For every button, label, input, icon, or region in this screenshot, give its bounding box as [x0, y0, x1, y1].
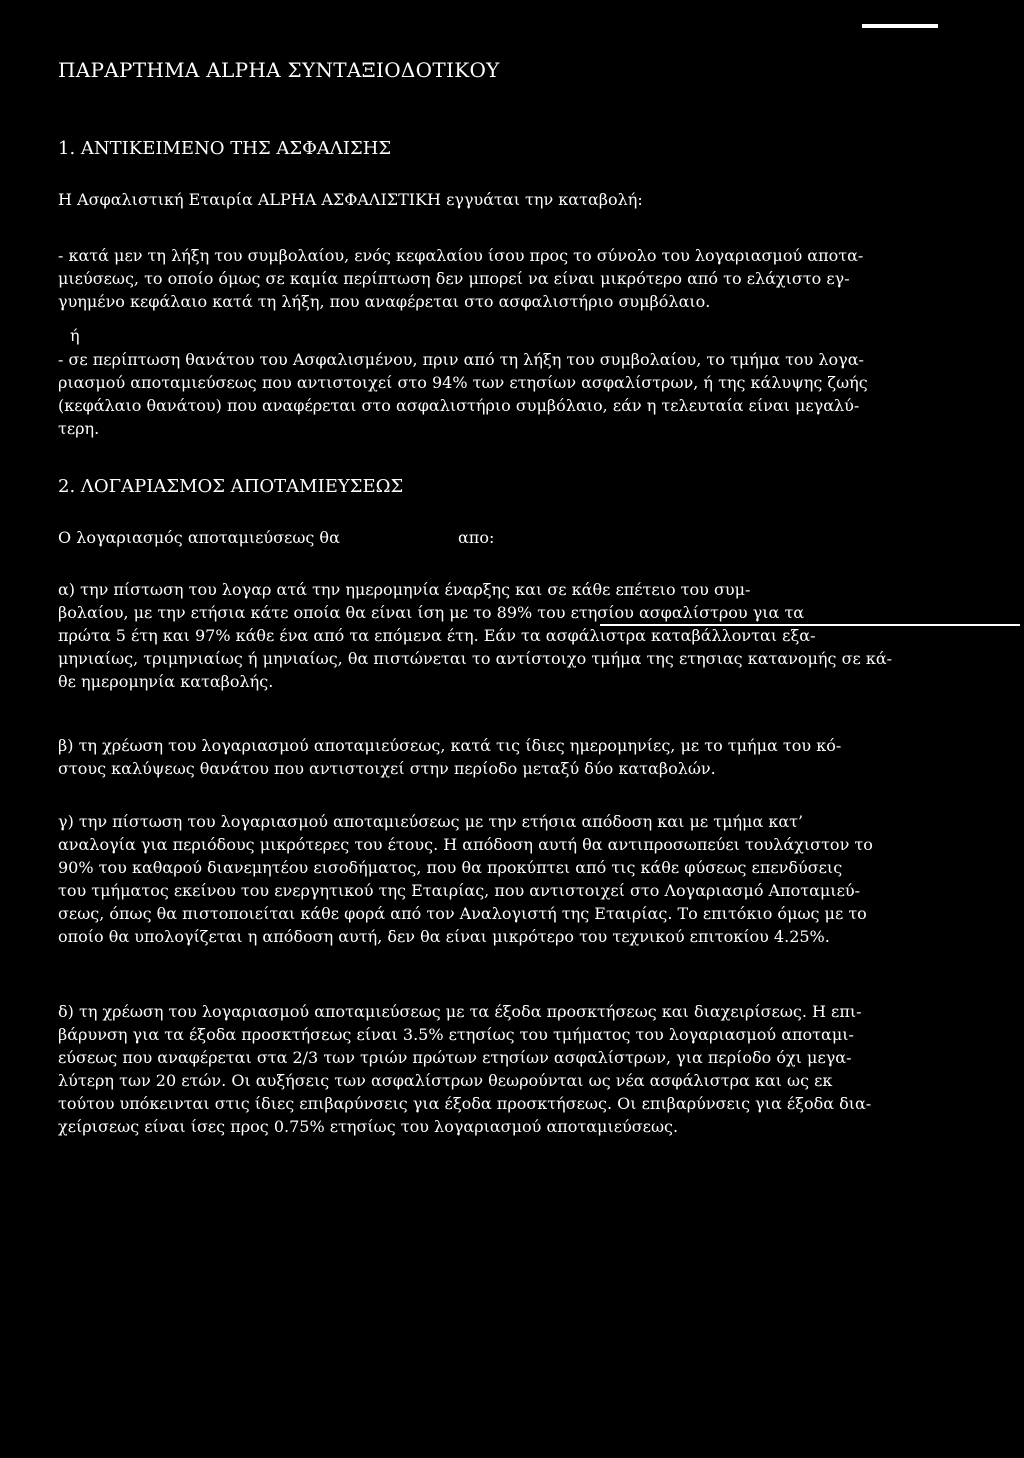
section2-heading: 2. ΛΟΓΑΡΙΑΣΜΟΣ ΑΠΟΤΑΜΙΕΥΣΕΩΣ	[58, 476, 404, 497]
text-line: του τμήματος εκείνου του ενεργητικού της Εταιρίας, που αντιστοιχεί στο Λογαριασμό Αποταμιεύ-	[58, 881, 860, 900]
text-line: βάρυνση για τα έξοδα προσκτήσεως είναι 3.5% ετησίως του τμήματος του λογαριασμού αποταμι-	[58, 1025, 854, 1044]
text-line: χείρισεως είναι ίσες προς 0.75% ετησίως του λογαριασμού αποταμιεύσεως.	[58, 1117, 679, 1136]
rule-line	[600, 624, 1020, 626]
text-line: τούτου υπόκεινται στις ίδιες επιβαρύνσεις για έξοδα προσκτήσεως. Οι επιβαρύνσεις για έξοδα δια-	[58, 1094, 872, 1113]
section2-intro-left: Ο λογαριασμός αποταμιεύσεως θα	[58, 528, 340, 547]
text-line: ριασμού αποταμιεύσεως που αντιστοιχεί στο 94% των ετησίων ασφαλίστρων, ή της κάλυψης ζωής	[58, 373, 868, 392]
or-word: ή	[70, 326, 80, 345]
text-line: στους καλύψεως θανάτου που αντιστοιχεί στην περίοδο μεταξύ δύο καταβολών.	[58, 759, 716, 778]
section1-para-b	[58, 348, 946, 440]
section2-item-b	[58, 734, 946, 780]
section2-intro-right: απο:	[458, 528, 495, 547]
section1-para-a	[58, 244, 946, 313]
text-line: - σε περίπτωση θανάτου του Ασφαλισμένου, πριν από τη λήξη του συμβολαίου, το τμήμα του λογα-	[58, 350, 864, 369]
text-line: βολαίου, με την ετήσια κάτε οποία θα είναι ίση με το 89% του ετησίου ασφαλίστρου για τα	[58, 603, 805, 622]
text-line: πρώτα 5 έτη και 97% κάθε ένα από τα επόμενα έτη. Εάν τα ασφάλιστρα καταβάλλονται εξα-	[58, 626, 816, 645]
section1-heading: 1. ΑΝΤΙΚΕΙΜΕΝΟ ΤΗΣ ΑΣΦΑΛΙΣΗΣ	[58, 138, 392, 159]
section2-item-a	[58, 578, 946, 693]
section1-intro: Η Ασφαλιστική Εταιρία ALPHA ΑΣΦΑΛΙΣΤΙΚΗ εγγυάται την καταβολή:	[58, 190, 643, 209]
text-line: σεως, όπως θα πιστοποιείται κάθε φορά από τον Αναλογιστή της Εταιρίας. Το επιτόκιο όμως με το	[58, 904, 867, 923]
text-line: 90% του καθαρού διανεμητέου εισοδήματος, που θα προκύπτει από τις κάθε φύσεως επενδύσεις	[58, 858, 843, 877]
text-line: θε ημερομηνία καταβολής.	[58, 672, 274, 691]
text-line: αναλογία για περιόδους μικρότερες του έτους. Η απόδοση αυτή θα αντιπροσωπεύει τουλάχιστον το	[58, 835, 873, 854]
page-title: ΠΑΡΑΡΤΗΜΑ ALPHA ΣΥΝΤΑΞΙΟΔΟΤΙΚΟΥ	[58, 58, 500, 82]
text-line: - κατά μεν τη λήξη του συμβολαίου, ενός κεφαλαίου ίσου προς το σύνολο του λογαριασμού αποτα-	[58, 246, 864, 265]
text-line: γ) την πίστωση του λογαριασμού αποταμιεύσεως με την ετήσια απόδοση και με τμήμα κατ’	[58, 812, 804, 831]
text-line: μιεύσεως, το οποίο όμως σε καμία περίπτωση δεν μπορεί να είναι μικρότερο από το ελάχιστο εγ-	[58, 269, 850, 288]
text-line: β) τη χρέωση του λογαριασμού αποταμιεύσεως, κατά τις ίδιες ημερομηνίες, με το τμήμα του κό-	[58, 736, 842, 755]
text-line: γυημένο κεφάλαιο κατά τη λήξη, που αναφέρεται στο ασφαλιστήριο συμβόλαιο.	[58, 292, 711, 311]
text-line: εύσεως που αναφέρεται στα 2/3 των τριών πρώτων ετησίων ασφαλίστρων, για περίοδο όχι μεγα-	[58, 1048, 852, 1067]
text-line: τερη.	[58, 419, 100, 438]
text-line: δ) τη χρέωση του λογαριασμού αποταμιεύσεως με τα έξοδα προσκτήσεως και διαχειρίσεως. Η επι-	[58, 1002, 862, 1021]
text-line: λύτερη των 20 ετών. Οι αυξήσεις των ασφαλίστρων θεωρούνται ως νέα ασφάλιστρα και ως εκ	[58, 1071, 833, 1090]
scan-mark	[862, 24, 938, 28]
section2-item-d	[58, 1000, 946, 1138]
text-line: οποίο θα υπολογίζεται η απόδοση αυτή, δεν θα είναι μικρότερο του τεχνικού επιτοκίου 4.25%.	[58, 927, 830, 946]
section2-intro	[58, 526, 946, 549]
section2-item-c	[58, 810, 946, 948]
text-line: μηνιαίως, τριμηνιαίως ή μηνιαίως, θα πιστώνεται το αντίστοιχο τμήμα της ετησιας κατανομής σε κά-	[58, 649, 893, 668]
text-line: α) την πίστωση του λογαρ ατά την ημερομηνία έναρξης και σε κάθε επέτειο του συμ-	[58, 580, 751, 599]
text-line: (κεφάλαιο θανάτου) που αναφέρεται στο ασφαλιστήριο συμβόλαιο, εάν η τελευταία είναι μεγαλύ-	[58, 396, 860, 415]
